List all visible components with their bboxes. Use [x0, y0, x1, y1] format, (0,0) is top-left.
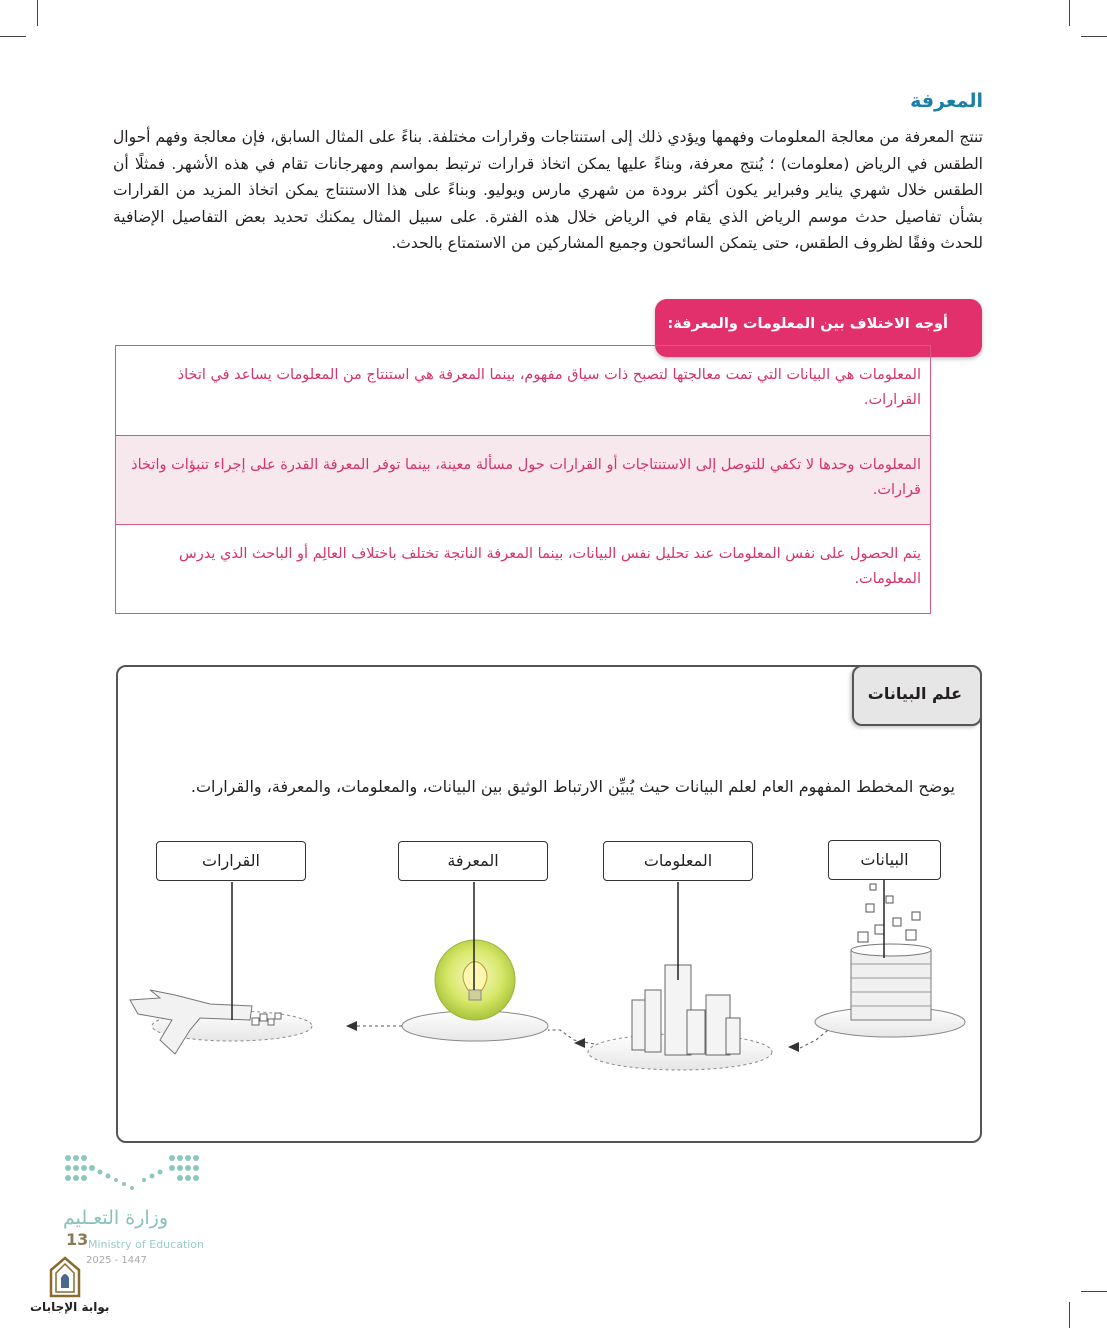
ministry-logo-icon — [60, 1150, 205, 1202]
light-bulb-icon — [435, 940, 515, 1020]
difference-row: المعلومات وحدها لا تكفي للتوصل إلى الاستنتاجات أو القرارات حول مسألة معينة، بينما توفر المعرفة القدرة على إجراء تنبؤات واتخاذ قرارات. — [116, 435, 930, 524]
node-decisions: القرارات — [156, 841, 306, 881]
difference-row: المعلومات هي البيانات التي تمت معالجتها لتصبح ذات سياق مفهوم، بينما المعرفة هي استنتاج من المعلومات يساعد في اتخاذ القرارات. — [177, 367, 921, 408]
difference-row: يتم الحصول على نفس المعلومات عند تحليل نفس البيانات، بينما المعرفة الناتجة تختلف باختلاف العالِم أو الباحث الذي يدرس المعلومات. — [116, 524, 930, 613]
bar-chart-icon — [632, 965, 740, 1055]
edition-years: 2025 - 1447 — [86, 1255, 147, 1266]
page-number: 13 — [66, 1230, 89, 1249]
intro-paragraph: تنتج المعرفة من معالجة المعلومات وفهمها ويؤدي ذلك إلى استنتاجات وقرارات مختلفة. بناءً على المثال السابق، فإن معالجة وفهم أحوال الطقس في الرياض (معلومات) ؛ يُنتج معرفة، وبناءً عليها يمكن اتخاذ قرارات ترتبط بمواسم ومهرجانات تقام في هذه الأشهر. فمثلًا أن الطقس خلال شهري يناير وفبراير يكون أكثر برودة من شهري مارس ويوليو. وبناءً على هذا الاستنتاج يمكن اتخاذ المزيد من القرارات بشأن تفاصيل حدث موسم الرياض الذي يقام في الرياض خلال هذه الفترة. على سبيل المثال يمكنك تحديد بعض التفاصيل الإضافية للحدث وفقًا لظروف الطقس، حتى يتمكن السائحون وجميع المشاركين من الاستمتاع بالحدث. — [113, 128, 983, 252]
node-data: البيانات — [828, 840, 941, 880]
section-title: المعرفة — [910, 90, 983, 112]
node-knowledge: المعرفة — [398, 841, 548, 881]
data-science-description: يوضح المخطط المفهوم العام لعلم البيانات حيث يُبيِّن الارتباط الوثيق بين البيانات، والمعلومات، والمعرفة، والقرارات. — [190, 777, 955, 796]
ministry-name-arabic: وزارة التعـليم — [63, 1207, 169, 1229]
server-stack-icon — [851, 884, 931, 1020]
node-information: المعلومات — [603, 841, 753, 881]
ministry-name-english: Ministry of Education — [88, 1238, 205, 1251]
site-name: بوابة الإجابات — [30, 1300, 110, 1314]
site-logo-icon — [43, 1256, 87, 1300]
connector-lines — [232, 880, 884, 1020]
data-science-title: علم البيانات — [867, 684, 962, 703]
differences-title: أوجه الاختلاف بين المعلومات والمعرفة: — [667, 316, 948, 332]
